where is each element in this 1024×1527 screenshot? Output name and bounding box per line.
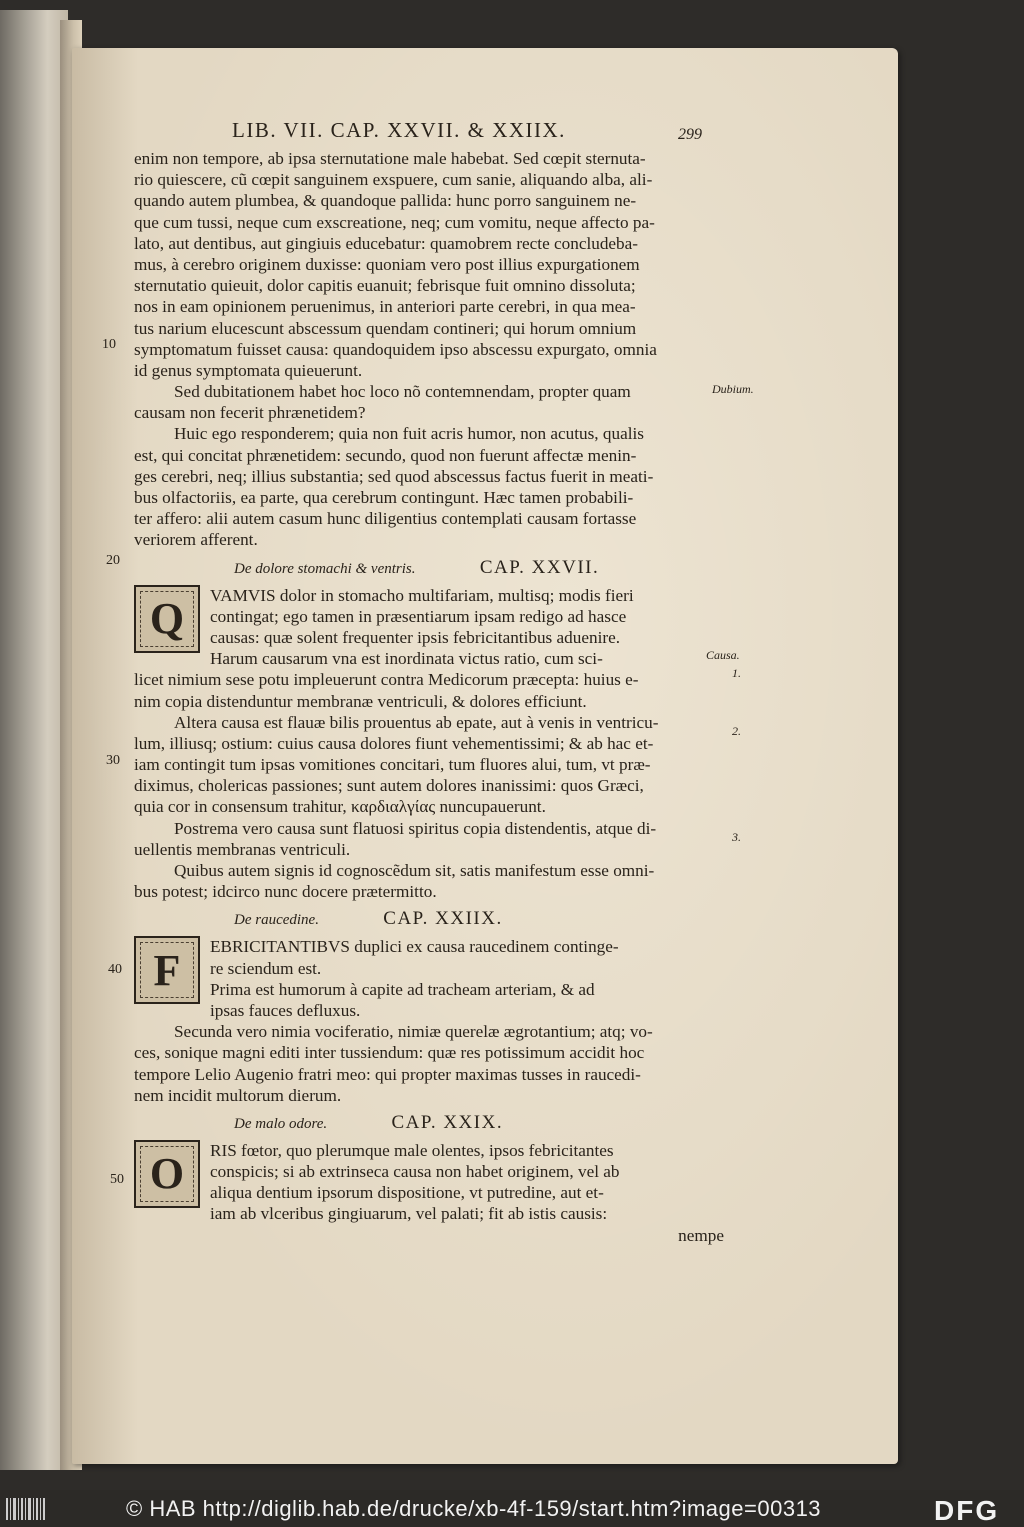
text-line: EBRICITANTIBVS duplici ex causa raucedinem continge- <box>210 937 619 957</box>
text-line: bus potest; idcirco nunc docere prætermitto. <box>134 882 437 902</box>
line-number-20: 20 <box>106 553 120 568</box>
text-line: ges cerebri, neq; illius substantia; sed quod abscessus factus fuerit in meati- <box>134 466 654 486</box>
line-number-50: 50 <box>110 1172 124 1187</box>
text-line: bus olfactoriis, ea parte, qua cerebrum contingunt. Hæc tamen probabili- <box>134 488 634 507</box>
decorated-initial: F <box>134 936 200 1004</box>
line-number-10: 10 <box>102 337 116 352</box>
text-line: lum, illiusq; ostium: cuius causa dolores fiunt vehementissimi; & ab hac et- <box>134 733 654 753</box>
text-line: ces, sonique magni editi inter tussiendum: quæ res potissimum accidit hoc <box>134 1043 645 1063</box>
text-line: ter affero: alii autem casum hunc diligentius contemplati causam fortasse <box>134 509 637 529</box>
text-line: licet nimium sese potu impleuerunt contra Medicorum præcepta: huius e- <box>134 670 639 690</box>
text-line: VAMVIS dolor in stomacho multifariam, multisq; modis fieri <box>210 585 634 605</box>
text-line: quia cor in consensum trahitur, καρδιαλγίας nuncupauerunt. <box>134 797 546 817</box>
text-line: Sed dubitationem habet hoc loco nõ contemnendam, propter quam <box>174 382 631 402</box>
chapter-title: De dolore stomachi & ventris. <box>234 560 416 577</box>
book-page <box>72 48 898 1464</box>
margin-note-3: 3. <box>732 830 741 844</box>
text-line: causas: quæ solent frequenter ipsis febricitantibus aduenire. <box>210 627 620 647</box>
line-number-30: 30 <box>106 753 120 768</box>
text-line: Secunda vero nimia vociferatio, nimiæ querelæ ægrotantium; atq; vo- <box>174 1022 653 1042</box>
chapter-number: CAP. XXIX. <box>391 1111 504 1133</box>
text-line: contingat; ego tamen in præsentiarum ipsam redigo ad hasce <box>210 606 627 626</box>
text-line: nos in eam opinionem peruenimus, in anteriori parte cerebri, in qua mea- <box>134 297 636 317</box>
line-number-40: 40 <box>108 962 122 977</box>
previous-page-edge <box>0 10 68 1470</box>
dfg-logo: DFG <box>934 1495 1000 1526</box>
page-number: 299 <box>678 126 702 143</box>
text-line: sternutatio quieuit, dolor capitis euanuit; febrisque fuit omnino dissoluta; <box>134 276 636 296</box>
text-line: Prima est humorum à capite ad tracheam arteriam, & ad <box>210 979 595 999</box>
text-line: id genus symptomata quieuerunt. <box>134 360 363 380</box>
text-line: uellentis membranas ventriculi. <box>134 839 351 859</box>
decorated-initial: Q <box>134 585 200 653</box>
text-line: Harum causarum vna est inordinata victus ratio, cum sci- <box>210 649 603 669</box>
text-line: aliqua dentium ipsorum dispositione, vt putredine, aut et- <box>210 1183 604 1203</box>
chapter-opening <box>134 936 724 1021</box>
decorated-initial: O <box>134 1140 200 1208</box>
text-line: est, qui concitat phrænetidem: secundo, quod non fuerunt affectæ menin- <box>134 445 637 465</box>
text-line: Altera causa est flauæ bilis prouentus ab epate, aut à venis in ventricu- <box>174 712 659 732</box>
chapter-heading <box>134 1106 724 1140</box>
margin-note-dubium: Dubium. <box>712 382 754 396</box>
margin-note-causa: Causa. <box>706 648 740 662</box>
margin-note-2: 2. <box>732 724 741 738</box>
chapter-number: CAP. XXVII. <box>479 556 600 578</box>
catchword: nempe <box>678 1225 724 1245</box>
text-line: Postrema vero causa sunt flatuosi spiritus copia distendentis, atque di- <box>174 818 657 838</box>
text-line: nim copia distenduntur membranæ ventriculi, & dolores efficiunt. <box>134 691 587 711</box>
text-line: symptomatum fuisset causa: quandoquidem ipso abscessu expurgato, omnia <box>134 339 657 359</box>
text-line: tus narium elucescunt abscessum quendam contineri; qui horum omnium <box>134 318 637 338</box>
text-line: ipsas fauces defluxus. <box>210 1000 361 1020</box>
chapter-heading <box>134 551 724 585</box>
chapter-heading <box>134 902 724 936</box>
running-head: LIB. VII. CAP. XXVII. & XXIIX. <box>232 118 566 142</box>
footer-bar <box>0 1490 1024 1526</box>
text-line: mus, à cerebro originem duxisse: quoniam vero post illius expurgationem <box>134 254 640 274</box>
page-text <box>134 148 724 1246</box>
text-line: tempore Lelio Augenio fratri meo: qui propter maximas tusses in raucedi- <box>134 1064 641 1084</box>
text-line: Quibus autem signis id cognoscẽdum sit, satis manifestum esse omni- <box>174 861 655 880</box>
chapter-opening <box>134 585 724 670</box>
text-line: nem incidit multorum dierum. <box>134 1085 342 1105</box>
text-line: quando autem plumbea, & quandoque pallida: hunc porro sanguinem ne- <box>134 191 637 211</box>
text-line: iam contingit tum ipsas vomitiones concitari, tum fluores alui, tum, vt præ- <box>134 755 651 775</box>
text-line: iam ab vlceribus gingiuarum, vel palati; fit ab istis causis: <box>210 1204 608 1224</box>
text-line: Huic ego responderem; quia non fuit acris humor, non acutus, qualis <box>174 424 644 444</box>
margin-note-1: 1. <box>732 666 741 680</box>
chapter-title: De malo odore. <box>234 1115 328 1132</box>
text-line: lato, aut dentibus, aut gingiuis educebatur: quamobrem recte concludeba- <box>134 233 638 253</box>
text-line: rio quiescere, cũ cœpit sanguinem exspuere, cum sanie, aliquando alba, ali- <box>134 170 653 190</box>
chapter-opening <box>134 1140 724 1225</box>
text-line: que cum tussi, neque cum exscreatione, neq; cum vomitu, neque affecto pa- <box>134 212 655 232</box>
text-line: causam non fecerit phrænetidem? <box>134 403 366 423</box>
text-line: RIS fœtor, quo plerumque male olentes, ipsos febricitantes <box>210 1140 614 1160</box>
chapter-title: De raucedine. <box>234 912 319 929</box>
text-line: diximus, cholericas passiones; sunt autem dolores inanissimi: quos Græci, <box>134 776 644 796</box>
text-line: enim non tempore, ab ipsa sternutatione male habebat. Sed cœpit sternuta- <box>134 149 646 168</box>
text-line: veriorem afferent. <box>134 530 258 550</box>
text-line: re sciendum est. <box>210 958 322 978</box>
copyright-source-link[interactable]: © HAB http://diglib.hab.de/drucke/xb-4f-159/start.htm?image=00313 <box>126 1496 822 1521</box>
barcode-icon <box>6 1498 46 1520</box>
chapter-number: CAP. XXIIX. <box>383 908 503 930</box>
text-line: conspicis; si ab extrinseca causa non habet originem, vel ab <box>210 1162 620 1182</box>
